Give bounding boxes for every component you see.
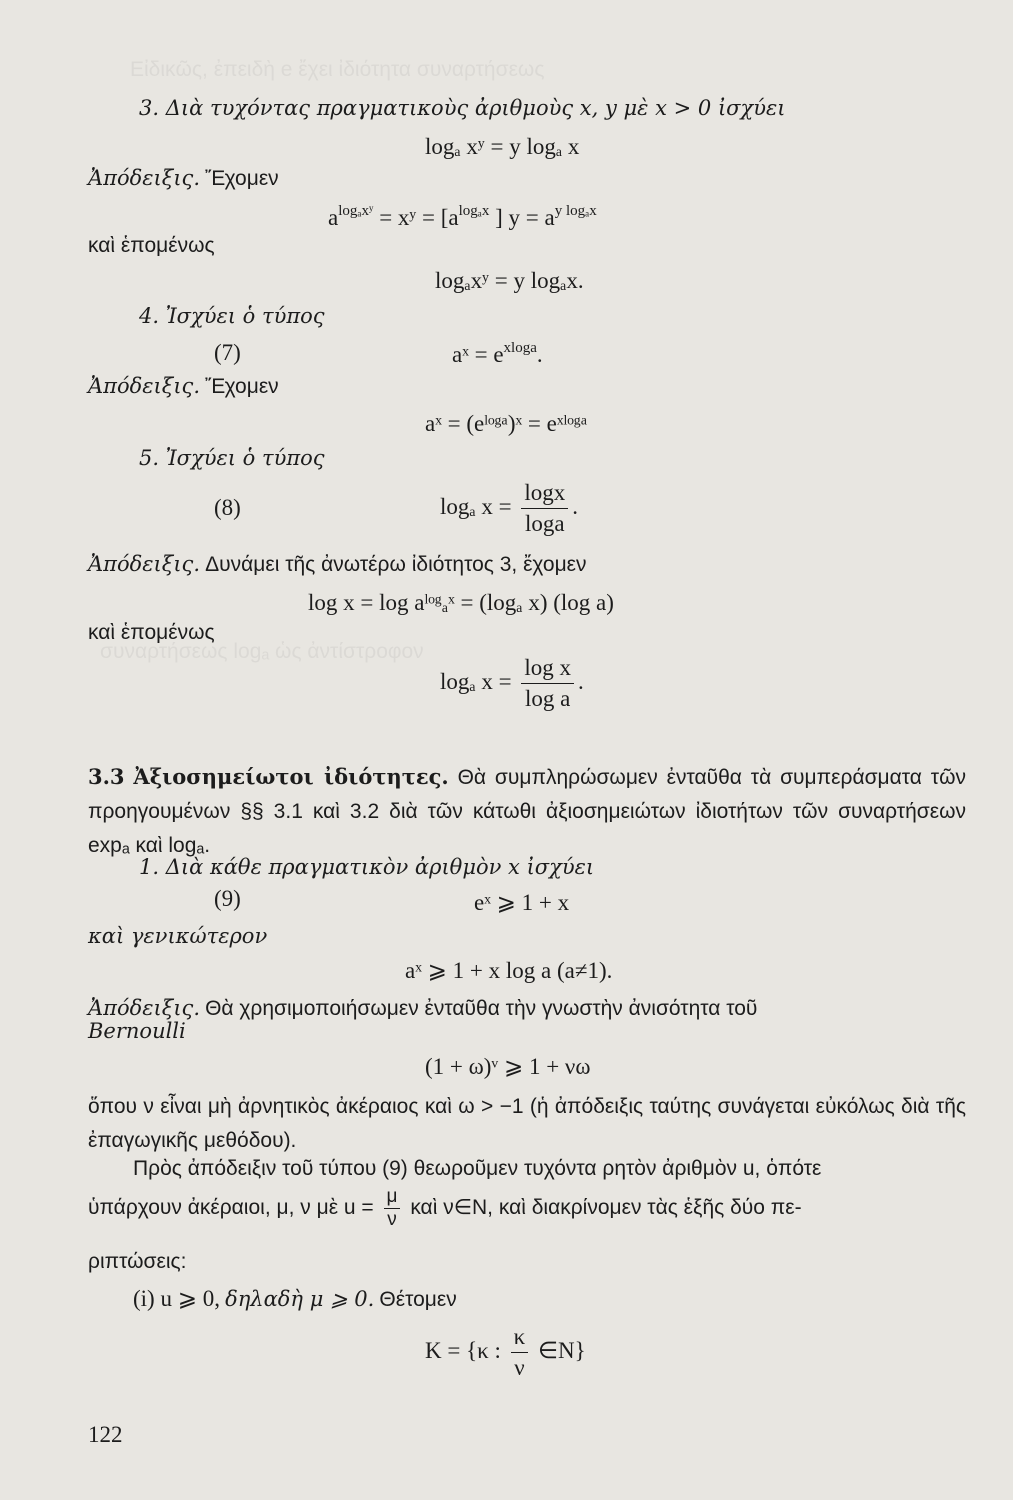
item1-proof-line <box>88 996 966 1021</box>
bleed-through-text: συναρτήσεως logₐ ὡς ἀντίστροφον <box>100 640 424 663</box>
item5-result: logₐ x = $\frac{\text{log x}}{\text{log a}}$ . <box>440 653 584 714</box>
fraction: $\frac{\text{log x}}{\text{log a}}$ <box>521 653 574 714</box>
eq-number-8: (8) <box>214 495 241 520</box>
item5-heading: 5. Ἰσχύει ὁ τύπος <box>139 446 325 470</box>
item3-formula: logₐ xʸ = y logₐ x <box>425 134 580 159</box>
proof-paragraph-line2: ὑπάρχουν ἀκέραιοι, μ, ν μὲ u = $\frac{\mu}{\nu}$ καὶ ν∈N, καὶ διακρίνομεν τὰς ἑξῆς δύο πε- <box>88 1186 802 1230</box>
section-intro-paragraph <box>88 760 966 863</box>
item3-proof-line <box>88 166 279 191</box>
item5-formula: logₐ x = $\frac{\log x}{\log a}$ . <box>440 478 578 539</box>
proof-text: Ἔχομεν <box>205 167 279 190</box>
item1-formula: eˣ ⩾ 1 + x <box>474 890 570 915</box>
bernoulli-name: Bernoulli <box>88 1019 186 1043</box>
item5-proof-formula: log x = log aˡᵒᵍₐˣ = (logₐ x) (log a) <box>308 590 614 615</box>
generally-text: καὶ γενικώτερον <box>88 924 268 948</box>
proof-paragraph-line1: Πρὸς ἀπόδειξιν τοῦ τύπου (9) θεωροῦμεν τυχόντα ρητὸν ἀριθμὸν u, ὁπότε <box>133 1157 822 1180</box>
item1-heading: 1. Διὰ κάθε πραγματικὸν ἀριθμὸν x ἰσχύει <box>139 855 595 879</box>
consequently-text: καὶ ἑπομένως <box>88 234 215 257</box>
item5-proof-line <box>88 552 587 577</box>
section-number: 3.3 <box>88 764 125 789</box>
item4-heading: 4. Ἰσχύει ὁ τύπος <box>139 304 325 328</box>
consequently-text: καὶ ἑπομένως <box>88 621 215 644</box>
section-intro: Θὰ συμπληρώσωμεν ἐνταῦθα τὰ συμπεράσματα τῶν προηγουμένων §§ 3.1 καὶ 3.2 διὰ τῶν κάτωθι ἀξιοσημειώτων ἰδιοτήτων τῶν συναρτήσεων expₐ καὶ logₐ. <box>88 766 966 857</box>
proof-paragraph-line3: ριπτώσεις: <box>88 1250 187 1273</box>
bernoulli-formula: (1 + ω)ᵛ ⩾ 1 + νω <box>425 1054 591 1079</box>
item3-heading: 3. Διὰ τυχόντας πραγματικοὺς ἀριθμοὺς x, y μὲ x > 0 ἰσχύει <box>139 96 786 120</box>
fraction: $\frac{\mu}{\nu}$ <box>384 1186 401 1231</box>
item3-result: logₐxʸ = y logₐx. <box>435 268 584 293</box>
item4-proof-line <box>88 374 279 399</box>
proof-text: Ἔχομεν <box>205 375 279 398</box>
eq-number-9: (9) <box>214 886 241 911</box>
set-definition: K = {κ : $\frac{\kappa}{\nu}$ ∈N} <box>425 1322 586 1383</box>
proof-label: Ἀπόδειξις. <box>88 166 200 190</box>
proof-text: Θὰ χρησιμοποιήσωμεν ἐνταῦθα τὴν γνωστὴν ἀνισότητα τοῦ <box>205 997 758 1020</box>
item1-general-formula: aˣ ⩾ 1 + x log a (a≠1). <box>405 958 613 983</box>
where-paragraph: ὅπου ν εἶναι μὴ ἀρνητικὸς ἀκέραιος καὶ ω > −1 (ἡ ἀπόδειξις ταύτης συνάγεται εὐκόλως διὰ τῆς ἐπαγωγικῆς μεθόδου). <box>88 1095 966 1152</box>
section-title: Ἀξιοσημείωτοι ἰδιότητες. <box>133 764 449 789</box>
case-i-line: (i) u ⩾ 0, δηλαδὴ μ ⩾ 0. Θέτομεν <box>133 1286 457 1311</box>
eq-number-7: (7) <box>214 340 241 365</box>
proof-label: Ἀπόδειξις. <box>88 996 200 1020</box>
proof-text: Δυνάμει τῆς ἀνωτέρω ἰδιότητος 3, ἔχομεν <box>205 553 587 576</box>
item4-formula: aˣ = $e^{xloga}$. <box>452 340 543 367</box>
fraction: $\frac{\log x}{\log a}$ <box>521 478 568 539</box>
item4-proof-formula: aˣ = (eˡᵒᵍᵃ)ˣ = eˣˡᵒᵍᵃ <box>425 411 588 436</box>
bleed-through-text: Εἰδικῶς, ἐπειδὴ e ἔχει ἰδιότητα συναρτήσεως <box>130 58 545 81</box>
fraction: $\frac{\kappa}{\nu}$ <box>511 1322 529 1383</box>
proof-label: Ἀπόδειξις. <box>88 374 200 398</box>
proof-label: Ἀπόδειξις. <box>88 552 200 576</box>
item3-equation: $a^{log_axʸ}$ = xʸ = [$a^{log_ax}$ ] $y = a^{y log_ax}$ <box>328 203 597 230</box>
page-number: 122 <box>88 1422 123 1447</box>
